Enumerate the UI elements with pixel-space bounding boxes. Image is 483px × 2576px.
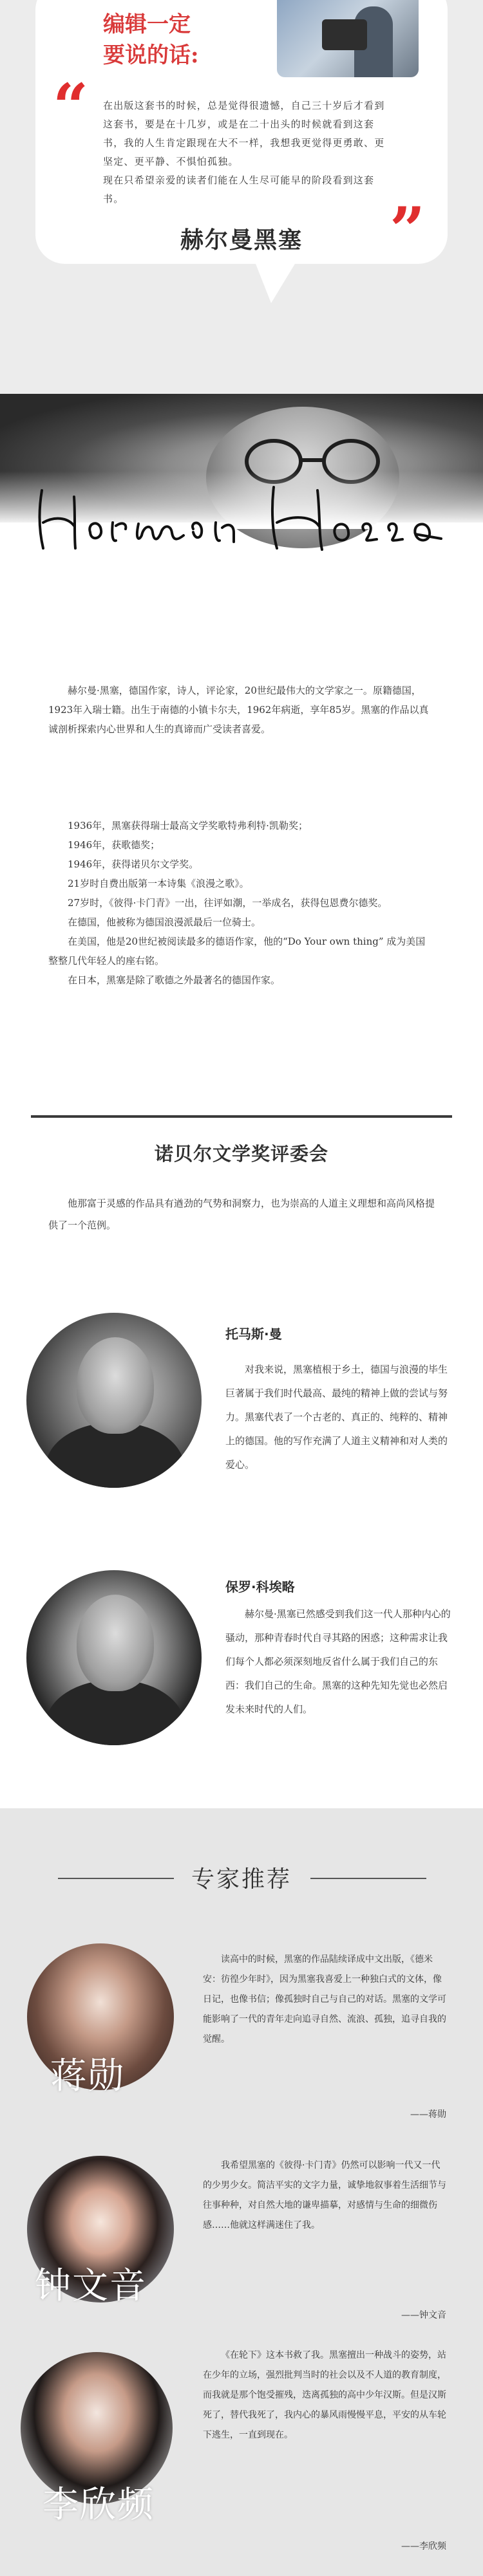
editor-note-section (0, 0, 483, 394)
fact-item: 1946年，获得诺贝尔文学奖。 (68, 858, 199, 870)
editor-note-title: 编辑一定 要说的话: (103, 12, 199, 68)
open-quote-icon: “ (53, 70, 89, 143)
fact-item: 1946年，获歌德奖； (68, 839, 160, 851)
expert-signature: ——蒋勋 (410, 2109, 446, 2120)
hesse-name: 赫尔曼黑塞 (180, 227, 303, 254)
writer-name: 托马斯·曼 (225, 1326, 282, 1342)
expert-quote: 《在轮下》这本书救了我。黑塞擅出一种战斗的姿势，站在少年的立场，强烈批判当时的社会以及不人道的教育制度，而我就是那个饱受摧残，迭离孤独的高中少年汉斯。但是汉斯死了，替代我死了，我内心的暴风雨慢慢平息，平安的从车轮下逃生，一直到现在。 (203, 2350, 446, 2440)
close-quote-icon: ” (390, 194, 426, 266)
editor-photo (277, 0, 419, 77)
thomas-mann-portrait (26, 1313, 202, 1488)
camera-icon (322, 19, 367, 50)
experts-title: 专家推荐 (191, 1866, 292, 1893)
expert-quote: 我希望黑塞的《彼得·卡门青》仍然可以影响一代又一代的少男少女。简洁平实的文字力量，诚挚地叙事着生活细节与往事种种，对自然大地的谦卑描摹，对感情与生命的细微伤感……他就这样满迷住了我。 (203, 2160, 446, 2230)
hesse-banner (0, 394, 483, 577)
expert-quote: 读高中的时候，黑塞的作品陆续译成中文出版，《德米安：彷徨少年时》，因为黑塞我喜爱上一种独白式的文体，像日记，也像书信；像孤独时自己与自己的对话。黑塞的文学可能影响了一代的青年走向追寻自然、流浪、孤独，追寻自我的觉醒。 (203, 1954, 446, 2044)
paulo-coelho-portrait (26, 1570, 202, 1745)
bio-paragraph: 赫尔曼·黑塞，德国作家，诗人，评论家，20世纪最伟大的文学家之一。原籍德国，1923年入瑞士籍。出生于南德的小镇卡尔夫，1962年病逝，享年85岁。黑塞的作品以真诚剖析探索内心世界和人生的真谛而广受读者喜爱。 (48, 685, 429, 735)
expert-name: 李欣频 (43, 2484, 155, 2526)
editor-note-paragraph: 在出版这套书的时候，总是觉得很遗憾，自己三十岁后才看到这套书，要是在十几岁，或是在二十出头的时候就看到这套书，我的人生肯定跟现在大不一样，我想我更觉得更勇敢、更坚定、更平静、不惧怕孤独。 (103, 100, 385, 167)
fact-item: 在日本，黑塞是除了歌德之外最著名的德国作家。 (68, 974, 281, 986)
section-divider (31, 1115, 452, 1118)
title-rule (310, 1878, 426, 1879)
expert-name: 钟文音 (35, 2265, 147, 2307)
fact-item: 27岁时，《彼得·卡门青》一出，往评如潮，一举成名，获得包恩费尔德奖。 (68, 897, 388, 909)
writer-quote: 赫尔曼·黑塞已然感受到我们这一代人那种内心的骚动，那种青春时代自寻其路的困惑；这种需求让我们每个人都必须深刻地反省什么属于我们自己的东西：我们自己的生命。黑塞的这种先知先觉也必然启发未来时代的人们。 (225, 1608, 451, 1715)
fact-item: 1936年，黑塞获得瑞士最高文学奖歌特弗利特·凯勒奖； (68, 820, 308, 831)
fact-item: 在美国，他是20世纪被阅读最多的德语作家，他的“Do Your own thing” 成为美国整整几代年轻人的座右铭。 (48, 936, 426, 967)
expert-signature: ——李欣频 (401, 2541, 446, 2552)
writer-name: 保罗·科埃略 (225, 1579, 295, 1595)
expert-signature: ——钟文音 (401, 2310, 446, 2321)
committee-title: 诺贝尔文学奖评委会 (154, 1143, 328, 1165)
expert-name: 蒋勋 (50, 2055, 125, 2097)
speech-bubble-tail (254, 261, 297, 303)
committee-text: 他那富于灵感的作品具有遒劲的气势和洞察力，也为崇高的人道主义理想和高尚风格提供了一个范例。 (48, 1198, 435, 1231)
hesse-bio (48, 681, 435, 739)
fact-item: 在德国，他被称为德国浪漫派最后一位骑士。 (68, 916, 261, 928)
fact-item: 21岁时自费出版第一本诗集《浪漫之歌》。 (68, 878, 249, 889)
hesse-facts (48, 816, 435, 990)
editor-note-paragraph: 现在只希望亲爱的读者们能在人生尽可能早的阶段看到这套书。 (103, 174, 375, 205)
hesse-signature (29, 477, 454, 555)
editor-note-body (103, 97, 393, 208)
writer-quote: 对我来说，黑塞植根于乡土，德国与浪漫的毕生巨著属于我们时代最高、最纯的精神上做的尝试与努力。黑塞代表了一个古老的、真正的、纯粹的、精神上的德国。他的写作充满了人道主义精神和对人类的爱心。 (225, 1364, 448, 1470)
